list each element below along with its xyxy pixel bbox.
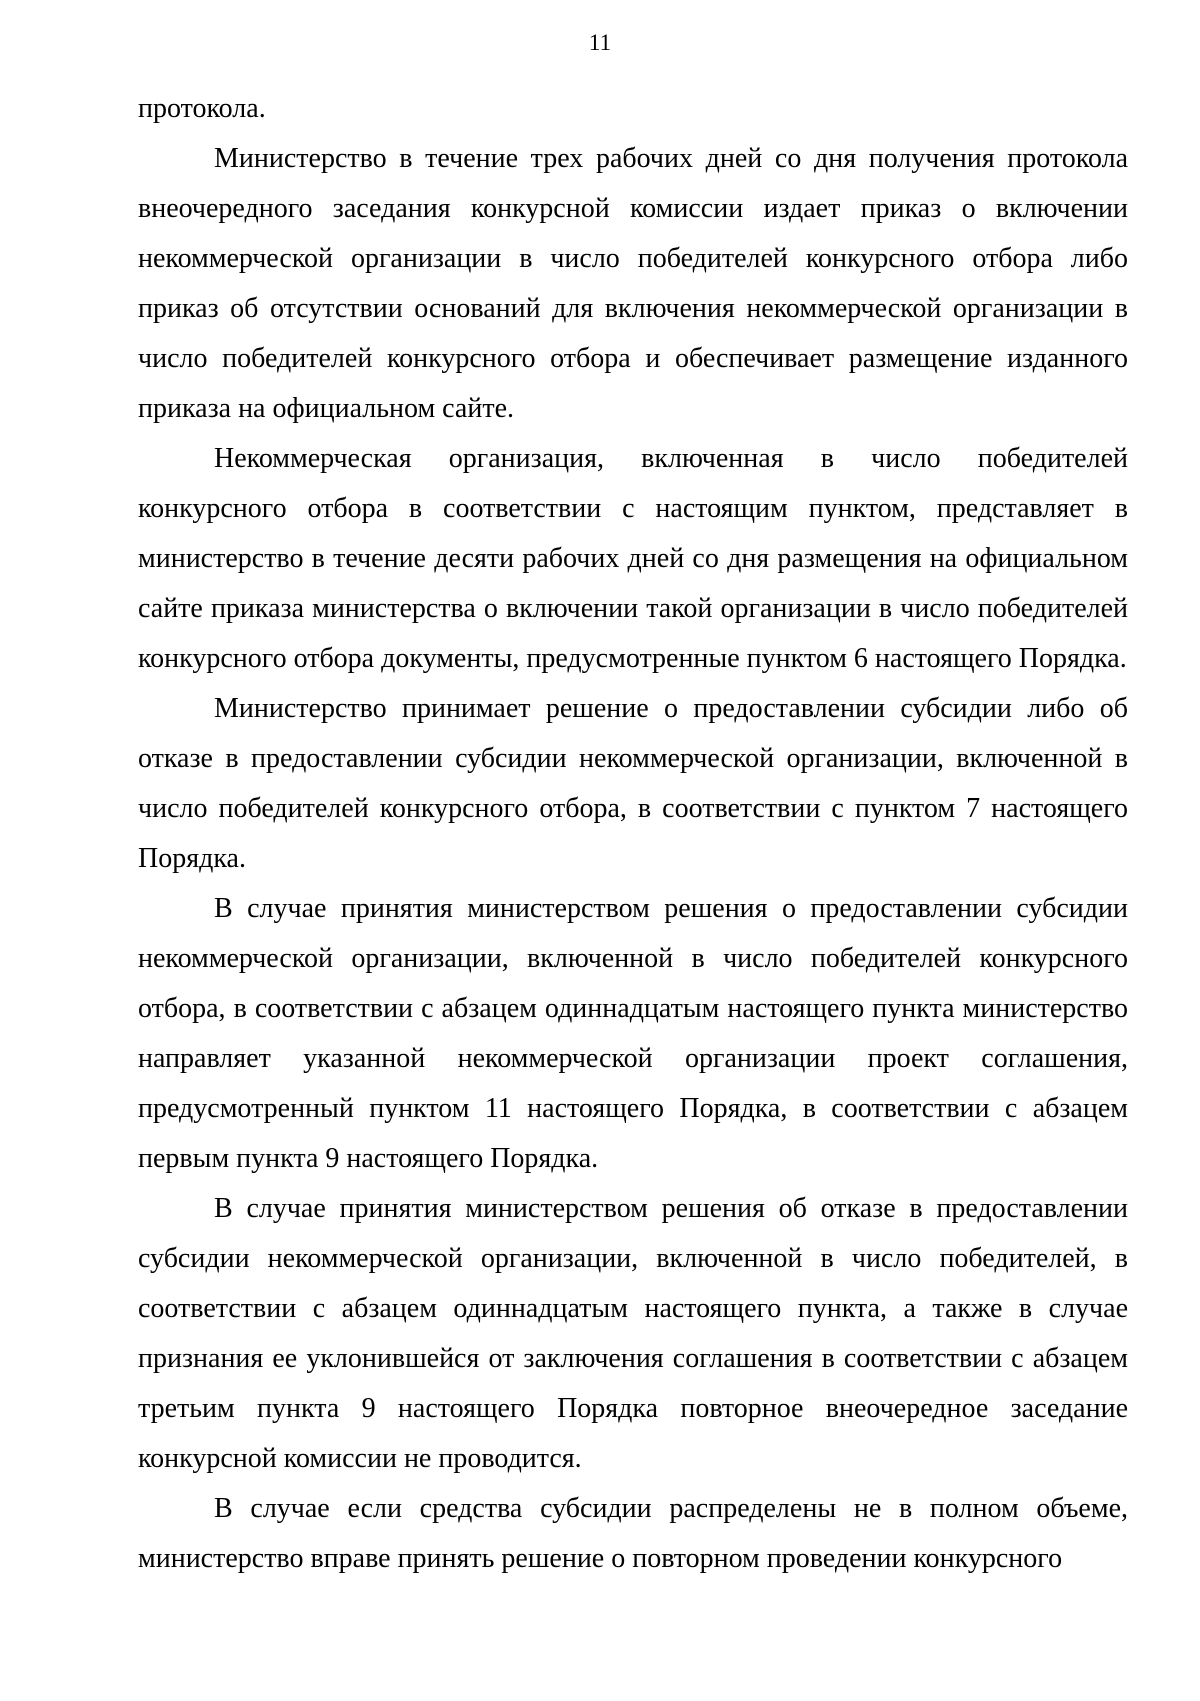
paragraph: В случае принятия министерством решения об отказе в предоставлении субсидии некоммерческой организации, включенной в число победителей, в соответствии с абзацем одиннадцатым настоящего пункта, а также в случае признания ее уклонившейся от заключения соглашения в соответствии с абзацем третьим пункта 9 настоящего Порядка повторное внеочередное заседание конкурсной комиссии не проводится. [138,1193,1128,1474]
paragraph: Министерство в течение трех рабочих дней со дня получения протокола внеочередного заседания конкурсной комиссии издает приказ о включении некоммерческой организации в число победителей конкурсного отбора либо приказ об отсутствии оснований для включения некоммерческой организации в число победителей конкурсного отбора и обеспечивает размещение изданного приказа на официальном сайте. [138,143,1128,424]
paragraph-continuation: протокола. [138,93,266,124]
paragraph: В случае принятия министерством решения о предоставлении субсидии некоммерческой организации, включенной в число победителей конкурсного отбора, в соответствии с абзацем одиннадцатым настоящего пункта министерство направляет указанной некоммерческой организации проект соглашения, предусмотренный пунктом 11 настоящего Порядка, в соответствии с абзацем первым пункта 9 настоящего Порядка. [138,893,1128,1174]
paragraph: В случае если средства субсидии распределены не в полном объеме, министерство вправе принять решение о повторном проведении конкурсного [138,1493,1128,1574]
paragraph: Некоммерческая организация, включенная в число победителей конкурсного отбора в соответствии с настоящим пунктом, представляет в министерство в течение десяти рабочих дней со дня размещения на официальном сайте приказа министерства о включении такой организации в число победителей конкурсного отбора документы, предусмотренные пунктом 6 настоящего Порядка. [138,443,1128,674]
document-body [138,84,1128,1584]
page-number: 11 [588,30,612,55]
paragraph: Министерство принимает решение о предоставлении субсидии либо об отказе в предоставлении субсидии некоммерческой организации, включенной в число победителей конкурсного отбора, в соответствии с пунктом 7 настоящего Порядка. [138,693,1128,874]
